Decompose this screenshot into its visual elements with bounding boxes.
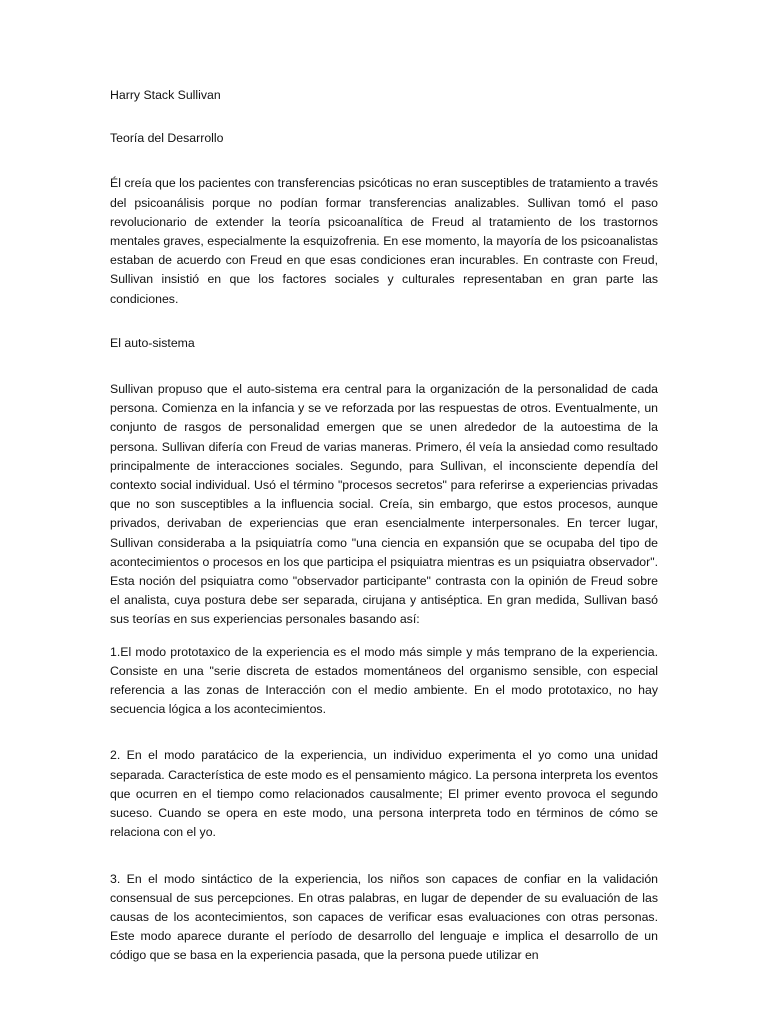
spacer: [110, 630, 658, 643]
author-name: Harry Stack Sullivan: [110, 88, 221, 102]
intro-paragraph: Él creía que los pacientes con transferencias psicóticas no eran susceptibles de tratamiento a través del psicoanálisis porque no podían formar transferencias analizables. Sullivan tomó el paso revolucionario de extender la teoría psicoanalítica de Freud al tratamiento de los trastornos mentales graves, especialmente la esquizofrenia. En ese momento, la mayoría de los psicoanalistas estaban de acuerdo con Freud en que esas condiciones eran incurables. En contraste con Freud, Sullivan insistió en que los factores sociales y culturales representaban en gran parte las condiciones.: [110, 176, 658, 306]
document-page: [110, 86, 658, 966]
mode-item-2: 2. En el modo paratácico de la experiencia, un individuo experimenta el yo como una unidad separada. Característica de este modo es el pensamiento mágico. La persona interpreta los eventos que ocurren en el tiempo como relacionados causalmente; El primer evento provoca el segundo suceso. Cuando se opera en este modo, una persona interpreta todo en términos de cómo se relaciona con el yo.: [110, 748, 658, 840]
section-heading-auto-sistema: El auto-sistema: [110, 335, 195, 350]
spacer: [110, 353, 658, 380]
spacer: [110, 105, 658, 129]
spacer: [110, 843, 658, 870]
spacer: [110, 309, 658, 334]
spacer: [110, 719, 658, 746]
document-title: Teoría del Desarrollo: [110, 131, 224, 146]
mode-item-3: 3. En el modo sintáctico de la experiencia, los niños son capaces de confiar en la validación consensual de sus percepciones. En otras palabras, en lugar de depender de su evaluación de las causas de los acontecimientos, son capaces de verificar esas evaluaciones con otras personas. Este modo aparece durante el período de desarrollo del lenguaje e implica el desarrollo de un código que se basa en la experiencia pasada, que la persona puede utilizar en: [110, 871, 658, 963]
spacer: [110, 148, 658, 174]
mode-item-1: 1.El modo prototaxico de la experiencia es el modo más simple y más temprano de la experiencia. Consiste en una "serie discreta de estados momentáneos del organismo sensible, con especial referencia a las zonas de Interacción con el medio ambiente. En el modo prototaxico, no hay secuencia lógica a los acontecimientos.: [110, 644, 658, 717]
section-paragraph: Sullivan propuso que el auto-sistema era central para la organización de la personalidad de cada persona. Comienza en la infancia y se ve reforzada por las respuestas de otros. Eventualmente, un conjunto de rasgos de personalidad emergen que se unen alrededor de la autoestima de la persona. Sullivan difería con Freud de varias maneras. Primero, él veía la ansiedad como resultado principalmente de interacciones sociales. Segundo, para Sullivan, el inconsciente dependía del contexto social individual. Usó el término "procesos secretos" para referirse a experiencias privadas que no son susceptibles a la influencia social. Creía, sin embargo, que estos procesos, aunque privados, derivaban de experiencias que eran esencialmente interpersonales. En tercer lugar, Sullivan consideraba a la psiquiatría como "una ciencia en expansión que se ocupaba del tipo de acontecimientos o procesos en los que participa el psiquiatra mientras es un psiquiatra observador". Esta noción del psiquiatra como "observador participante" contrasta con la opinión de Freud sobre el analista, cuya postura debe ser separada, cirujana y antiséptica. En gran medida, Sullivan basó sus teorías en sus experiencias personales basando así:: [110, 382, 658, 627]
